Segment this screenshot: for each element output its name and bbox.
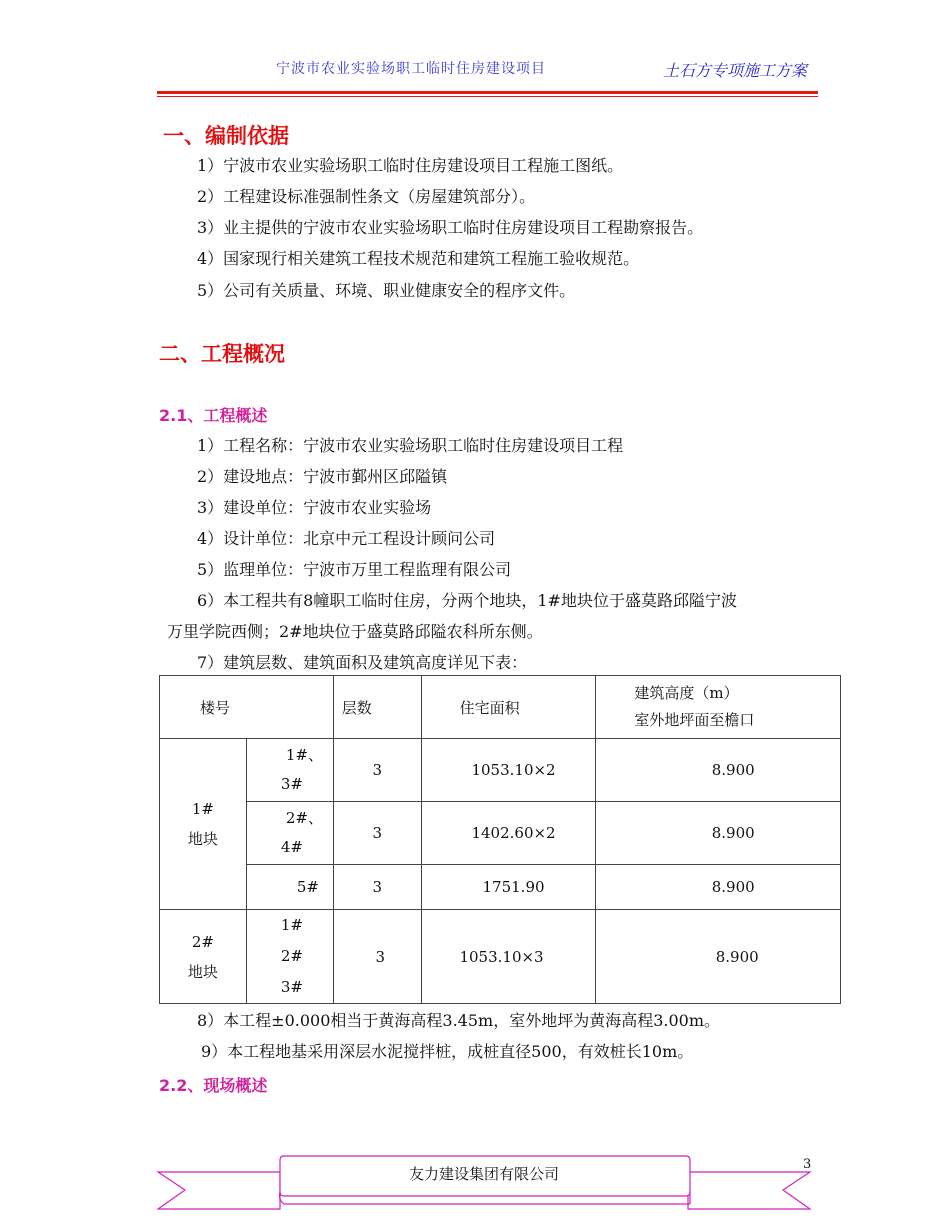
overview-item-4: 4）设计单位：北京中元工程设计顾问公司 (197, 529, 496, 548)
subsection-2-1-title: 2.1、工程概述 (159, 406, 268, 425)
row4-building-c: 3# (280, 978, 303, 996)
ribbon-left-tail (158, 1172, 280, 1209)
overview-item-7: 7）建筑层数、建筑面积及建筑高度详见下表： (197, 653, 528, 672)
header-height-line2: 室外地坪面至檐口 (634, 711, 755, 729)
section1-item-1: 1）宁波市农业实验场职工临时住房建设项目工程施工图纸。 (197, 156, 624, 175)
section1-title: 一、编制依据 (163, 124, 289, 148)
row2-area: 1402.60×2 (421, 802, 596, 865)
overview-item-3: 3）建设单位：宁波市农业实验场 (197, 498, 432, 517)
row4-area: 1053.10×3 (421, 910, 596, 1004)
ribbon-right-tail (688, 1172, 810, 1209)
section1-item-3: 3）业主提供的宁波市农业实验场职工临时住房建设项目工程勘察报告。 (197, 218, 704, 237)
page-number: 3 (803, 1157, 812, 1172)
footer-company-name: 友力建设集团有限公司 (408, 1165, 559, 1183)
row2-floors: 3 (333, 802, 421, 865)
plot-1-label-b: 地块 (187, 830, 218, 848)
section2-title: 二、工程概况 (159, 342, 285, 366)
row1-area: 1053.10×2 (421, 739, 596, 802)
plot-2-label-a: 2# (191, 932, 214, 951)
overview-item-2: 2）建设地点：宁波市鄞州区邱隘镇 (197, 467, 448, 486)
plot-2-label-b: 地块 (187, 962, 218, 981)
overview-item-1: 1）工程名称：宁波市农业实验场职工临时住房建设项目工程 (197, 436, 624, 455)
header-area: 住宅面积 (421, 676, 596, 739)
overview-item-5: 5）监理单位：宁波市万里工程监理有限公司 (197, 560, 512, 579)
header-document-type: 土石方专项施工方案 (663, 61, 808, 80)
header-height-line1: 建筑高度（m） (634, 684, 739, 702)
row1-building-a: 1#、 (285, 746, 323, 764)
overview-item-9: 9）本工程地基采用深层水泥搅拌桩，成桩直径500，有效桩长10m。 (201, 1042, 694, 1061)
row2-height: 8.900 (596, 802, 841, 865)
overview-item-6-line1: 6）本工程共有8幢职工临时住房，分两个地块，1#地块位于盛莫路邱隘宁波 (197, 591, 737, 610)
header-project-title: 宁波市农业实验场职工临时住房建设项目 (276, 61, 546, 77)
row3-height: 8.900 (596, 865, 841, 910)
overview-item-6-line2: 万里学院西侧；2#地块位于盛莫路邱隘农科所东侧。 (167, 622, 543, 641)
row1-floors: 3 (333, 739, 421, 802)
row1-building-b: 3# (280, 775, 303, 793)
row2-building-a: 2#、 (285, 809, 323, 827)
section1-item-4: 4）国家现行相关建筑工程技术规范和建筑工程施工验收规范。 (197, 249, 640, 268)
section1-item-5: 5）公司有关质量、环境、职业健康安全的程序文件。 (197, 281, 576, 300)
subsection-2-2-title: 2.2、现场概述 (159, 1076, 268, 1095)
header-floors: 层数 (333, 676, 421, 739)
row4-floors: 3 (333, 910, 421, 1004)
plot-1-label-a: 1# (191, 800, 214, 818)
header-building-no: 楼号 (160, 676, 334, 739)
row1-height: 8.900 (596, 739, 841, 802)
row2-building-b: 4# (280, 838, 303, 856)
overview-item-8: 8）本工程±0.000相当于黄海高程3.45m，室外地坪为黄海高程3.00m。 (197, 1011, 720, 1030)
row4-building-b: 2# (280, 947, 303, 965)
row4-building-a: 1# (280, 916, 303, 934)
row3-area: 1751.90 (421, 865, 596, 910)
row3-building: 5# (246, 865, 333, 910)
row3-floors: 3 (333, 865, 421, 910)
row4-height: 8.900 (596, 910, 841, 1004)
section1-item-2: 2）工程建设标准强制性条文（房屋建筑部分）。 (197, 187, 536, 206)
